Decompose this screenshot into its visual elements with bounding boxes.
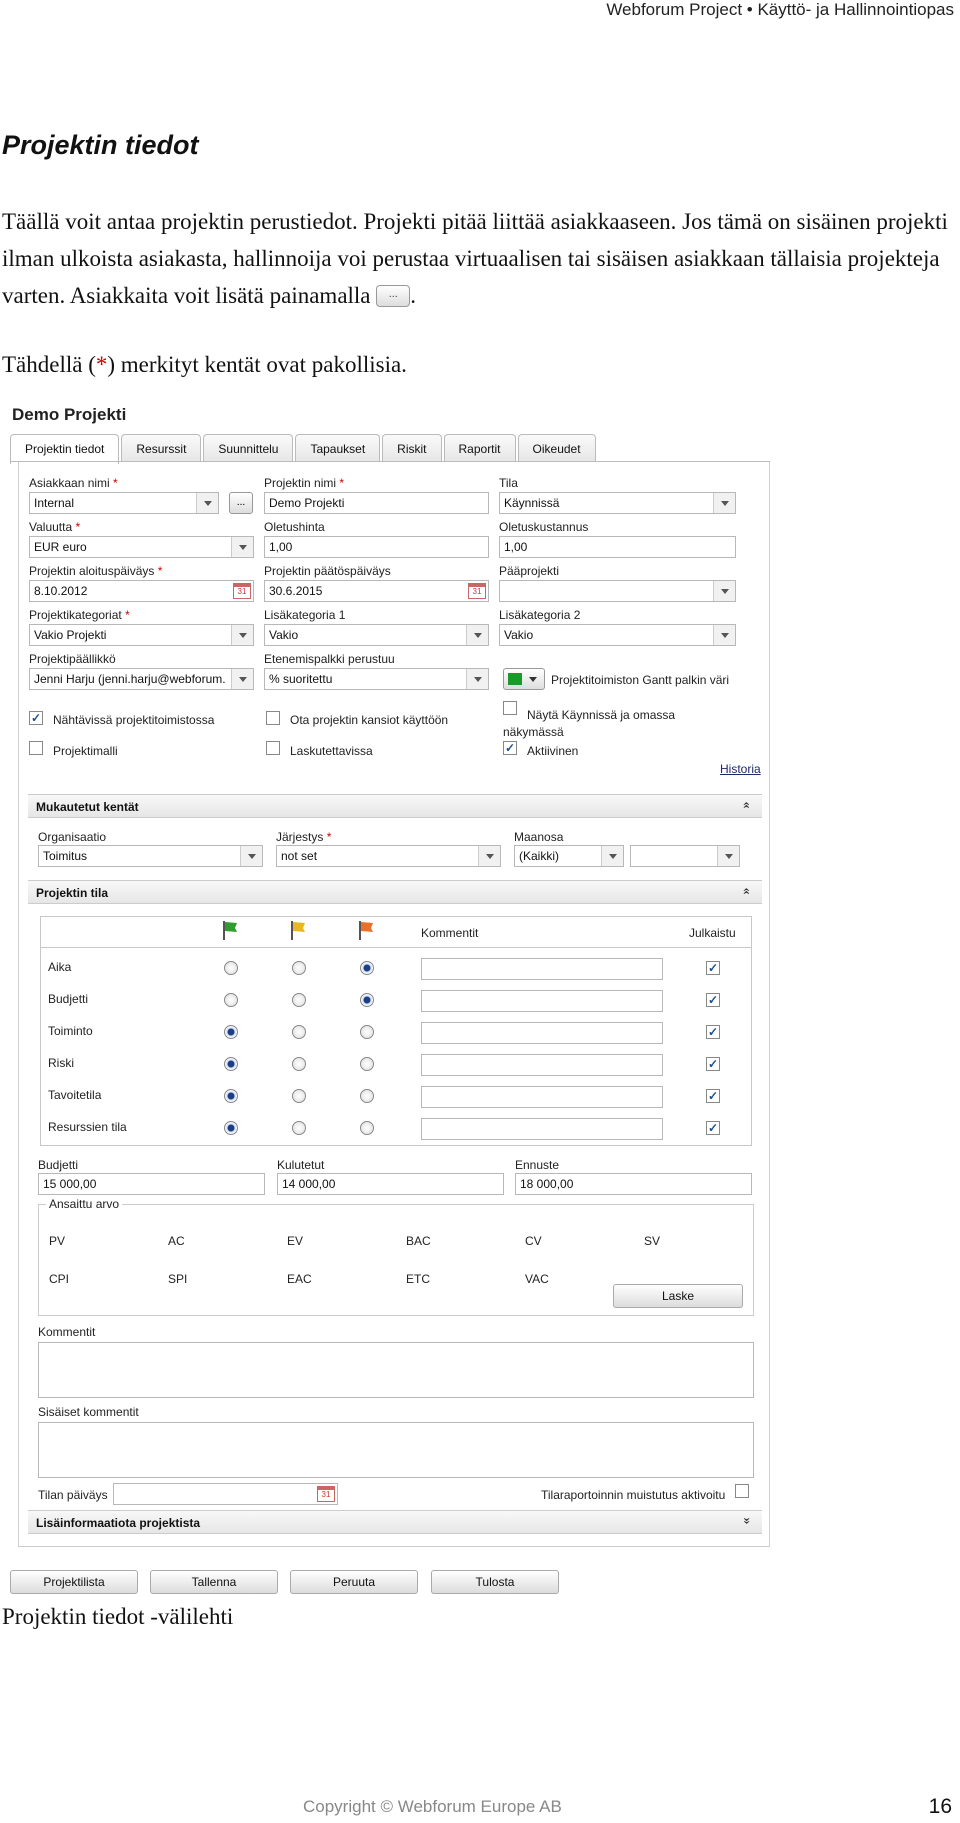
ev-cpi: CPI <box>49 1272 70 1286</box>
gantt-color-label: Projektitoimiston Gantt palkin väri <box>551 673 730 687</box>
published-checkbox[interactable] <box>706 993 720 1007</box>
status-radio[interactable] <box>360 1057 374 1071</box>
status-radio[interactable] <box>360 1025 374 1039</box>
collapse-icon[interactable]: » <box>738 887 754 895</box>
required-note-start: Tähdellä ( <box>2 352 96 377</box>
organisation-label: Organisaatio <box>38 830 107 844</box>
category2-select[interactable]: Vakio <box>499 624 736 646</box>
active-label: Aktiivinen <box>527 744 579 758</box>
chevron-down-icon <box>478 846 500 866</box>
region2-select[interactable] <box>630 845 740 867</box>
published-checkbox[interactable] <box>706 1089 720 1103</box>
customer-select[interactable]: Internal <box>29 492 219 514</box>
chevron-down-icon <box>529 677 537 682</box>
start-date-label: Projektin aloituspäiväys * <box>29 564 163 578</box>
intro-text: Täällä voit antaa projektin perustiedot. Projekti pitää liittää asiakkaaseen. Jos tämä on sisäinen projekti ilman ulkoista asiakasta, hallinnoija voi perustaa virtuaalisen tai sisäisen asiakkaan tällaisia projekteja varten. Asiakkaita voit lisätä painamalla <box>2 209 948 308</box>
tab-permissions[interactable]: Oikeudet <box>518 434 596 462</box>
chevron-down-icon <box>240 846 262 866</box>
project-list-button[interactable]: Projektilista <box>10 1570 138 1594</box>
active-checkbox[interactable] <box>503 741 517 755</box>
status-comment-input[interactable] <box>421 1086 663 1108</box>
panel-bottom-border <box>18 1546 770 1547</box>
earned-value-title: Ansaittu arvo <box>46 1197 122 1211</box>
reminder-checkbox[interactable] <box>735 1484 749 1498</box>
project-name-label: Projektin nimi * <box>264 476 345 490</box>
chevron-down-icon <box>717 846 739 866</box>
published-checkbox[interactable] <box>706 1057 720 1071</box>
organisation-select[interactable]: Toimitus <box>38 845 263 867</box>
chevron-down-icon <box>231 625 253 645</box>
ev-etc: ETC <box>406 1272 430 1286</box>
print-button[interactable]: Tulosta <box>431 1570 559 1594</box>
default-rate-input[interactable]: 1,00 <box>264 536 489 558</box>
reminder-label: Tilaraportoinnin muistutus aktivoitu <box>541 1488 726 1502</box>
status-row-label: Budjetti <box>48 992 89 1006</box>
status-radio[interactable] <box>224 1025 238 1039</box>
intro-text-end: . <box>410 283 417 308</box>
intro-paragraph <box>2 203 957 314</box>
status-date-input[interactable] <box>113 1483 338 1505</box>
section-heading: Projektin tiedot <box>2 130 199 160</box>
published-column-header: Julkaistu <box>689 926 736 940</box>
cancel-button[interactable]: Peruuta <box>290 1570 418 1594</box>
status-date-label: Tilan päiväys <box>38 1488 108 1502</box>
calendar-icon[interactable]: 31 <box>317 1486 335 1502</box>
calculate-button[interactable]: Laske <box>613 1284 743 1308</box>
required-note-end: ) merkityt kentät ovat pakollisia. <box>107 352 407 377</box>
status-radio[interactable] <box>224 993 238 1007</box>
page-number: 16 <box>928 1795 952 1818</box>
chevron-down-icon <box>466 625 488 645</box>
chevron-down-icon <box>601 846 623 866</box>
gantt-color-picker[interactable] <box>503 668 545 690</box>
category1-select[interactable]: Vakio <box>264 624 489 646</box>
chevron-down-icon <box>231 537 253 557</box>
project-status-title: Projektin tila <box>36 886 109 900</box>
ev-eac: EAC <box>287 1272 312 1286</box>
tab-risks[interactable]: Riskit <box>382 434 441 462</box>
status-radio[interactable] <box>360 1121 374 1135</box>
default-cost-input[interactable]: 1,00 <box>499 536 736 558</box>
status-radio[interactable] <box>224 1057 238 1071</box>
comments-label: Kommentit <box>38 1325 96 1339</box>
status-comment-input[interactable] <box>421 1118 663 1140</box>
orange-flag-icon <box>357 920 375 940</box>
running-header: Webforum Project • Käyttö- ja Hallinnointiopas <box>606 0 954 19</box>
status-row-label: Tavoitetila <box>48 1088 102 1102</box>
status-radio[interactable] <box>360 993 374 1007</box>
order-label: Järjestys * <box>276 830 332 844</box>
forecast-label: Ennuste <box>515 1158 560 1172</box>
published-checkbox[interactable] <box>706 961 720 975</box>
ev-bac: BAC <box>406 1234 431 1248</box>
status-radio[interactable] <box>292 961 306 975</box>
add-customer-button[interactable]: ... <box>229 492 253 514</box>
forecast-input[interactable]: 18 000,00 <box>515 1173 752 1195</box>
published-checkbox[interactable] <box>706 1025 720 1039</box>
ev-spi: SPI <box>168 1272 188 1286</box>
color-swatch <box>508 673 522 685</box>
show-running-label: Näytä Käynnissä ja omassa näkymässä <box>503 708 676 739</box>
internal-comments-textarea[interactable] <box>38 1422 754 1478</box>
expand-icon[interactable]: » <box>739 1517 755 1525</box>
ev-cv: CV <box>525 1234 542 1248</box>
project-status-header[interactable] <box>28 880 762 904</box>
green-flag-icon <box>221 920 239 940</box>
published-checkbox[interactable] <box>706 1121 720 1135</box>
status-select[interactable]: Käynnissä <box>499 492 736 514</box>
more-info-title: Lisäinformaatiota projektista <box>36 1516 201 1530</box>
visible-label: Nähtävissä projektitoimistossa <box>53 713 215 727</box>
start-date-input[interactable]: 8.10.2012 31 <box>29 580 254 602</box>
region-label: Maanosa <box>514 830 564 844</box>
chevron-down-icon <box>713 493 735 513</box>
parent-project-select[interactable] <box>499 580 736 602</box>
visible-checkbox[interactable] <box>29 711 43 725</box>
status-comment-input[interactable] <box>421 990 663 1012</box>
category1-label: Lisäkategoria 1 <box>264 608 346 622</box>
chevron-down-icon <box>231 669 253 689</box>
history-link[interactable]: Historia <box>720 762 761 776</box>
tab-cases[interactable]: Tapaukset <box>295 434 380 462</box>
status-radio[interactable] <box>292 1121 306 1135</box>
project-name-input[interactable]: Demo Projekti <box>264 492 489 514</box>
yellow-flag-icon <box>289 920 307 940</box>
required-note <box>2 352 407 378</box>
chevron-down-icon <box>196 493 218 513</box>
chevron-down-icon <box>713 581 735 601</box>
end-date-input[interactable]: 30.6.2015 31 <box>264 580 489 602</box>
tab-bar <box>10 434 596 462</box>
folders-label: Ota projektin kansiot käyttöön <box>290 713 449 727</box>
default-cost-label: Oletuskustannus <box>499 520 589 534</box>
folders-checkbox[interactable] <box>266 711 280 725</box>
status-row-label: Riski <box>48 1056 74 1070</box>
calendar-icon[interactable]: 31 <box>468 583 486 599</box>
calendar-icon[interactable]: 31 <box>233 583 251 599</box>
progress-basis-label: Etenemispalkki perustuu <box>264 652 395 666</box>
status-radio[interactable] <box>224 961 238 975</box>
status-comment-input[interactable] <box>421 1022 663 1044</box>
status-radio[interactable] <box>292 993 306 1007</box>
category2-label: Lisäkategoria 2 <box>499 608 581 622</box>
default-rate-label: Oletushinta <box>264 520 325 534</box>
currency-select[interactable]: EUR euro <box>29 536 254 558</box>
currency-label: Valuutta * <box>29 520 81 534</box>
manager-select[interactable]: Jenni Harju (jenni.harju@webforum. <box>29 668 254 690</box>
customer-label: Asiakkaan nimi * <box>29 476 118 490</box>
chevron-down-icon <box>466 669 488 689</box>
budget-label: Budjetti <box>38 1158 79 1172</box>
status-radio[interactable] <box>360 1089 374 1103</box>
categories-label: Projektikategoriat * <box>29 608 130 622</box>
tab-reports[interactable]: Raportit <box>444 434 516 462</box>
internal-comments-label: Sisäiset kommentit <box>38 1405 139 1419</box>
progress-basis-select[interactable]: % suoritettu <box>264 668 489 690</box>
comments-column-header: Kommentit <box>421 926 479 940</box>
status-row-label: Resurssien tila <box>48 1120 127 1134</box>
tab-project-info[interactable]: Projektin tiedot <box>10 434 119 464</box>
status-row-label: Toiminto <box>48 1024 93 1038</box>
spent-input[interactable]: 14 000,00 <box>277 1173 504 1195</box>
save-button[interactable]: Tallenna <box>150 1570 278 1594</box>
template-label: Projektimalli <box>53 744 118 758</box>
status-row-label: Aika <box>48 960 72 974</box>
ev-ac: AC <box>168 1234 185 1248</box>
billable-checkbox[interactable] <box>266 741 280 755</box>
status-radio[interactable] <box>224 1089 238 1103</box>
ev-sv: SV <box>644 1234 661 1248</box>
budget-input[interactable]: 15 000,00 <box>38 1173 265 1195</box>
parent-project-label: Pääprojekti <box>499 564 560 578</box>
more-info-header[interactable] <box>28 1510 762 1534</box>
custom-fields-header[interactable] <box>28 794 762 818</box>
project-title: Demo Projekti <box>12 405 127 424</box>
categories-select[interactable]: Vakio Projekti <box>29 624 254 646</box>
chevron-down-icon <box>713 625 735 645</box>
manager-label: Projektipäällikkö <box>29 652 116 666</box>
status-radio[interactable] <box>292 1025 306 1039</box>
ev-vac: VAC <box>525 1272 549 1286</box>
status-radio[interactable] <box>360 961 374 975</box>
status-comment-input[interactable] <box>421 958 663 980</box>
template-checkbox[interactable] <box>29 741 43 755</box>
copyright: Copyright © Webforum Europe AB <box>303 1797 562 1816</box>
status-label: Tila <box>499 476 518 490</box>
billable-label: Laskutettavissa <box>290 744 373 758</box>
order-select[interactable]: not set <box>276 845 501 867</box>
status-radio[interactable] <box>292 1057 306 1071</box>
required-star: * <box>95 352 108 377</box>
custom-fields-title: Mukautetut kentät <box>36 800 139 814</box>
comments-textarea[interactable] <box>38 1342 754 1398</box>
status-comment-input[interactable] <box>421 1054 663 1076</box>
status-radio[interactable] <box>224 1121 238 1135</box>
add-customer-button-icon: ... <box>376 285 410 307</box>
status-radio[interactable] <box>292 1089 306 1103</box>
spent-label: Kulutetut <box>277 1158 325 1172</box>
ev-pv: PV <box>49 1234 66 1248</box>
tab-resources[interactable]: Resurssit <box>121 434 201 462</box>
region-select[interactable]: (Kaikki) <box>514 845 624 867</box>
end-date-label: Projektin päätöspäiväys <box>264 564 391 578</box>
figure-caption: Projektin tiedot -välilehti <box>2 1604 234 1629</box>
collapse-icon[interactable]: » <box>738 801 754 809</box>
tab-planning[interactable]: Suunnittelu <box>203 434 293 462</box>
status-table-header <box>40 916 752 948</box>
ev-ev: EV <box>287 1234 304 1248</box>
